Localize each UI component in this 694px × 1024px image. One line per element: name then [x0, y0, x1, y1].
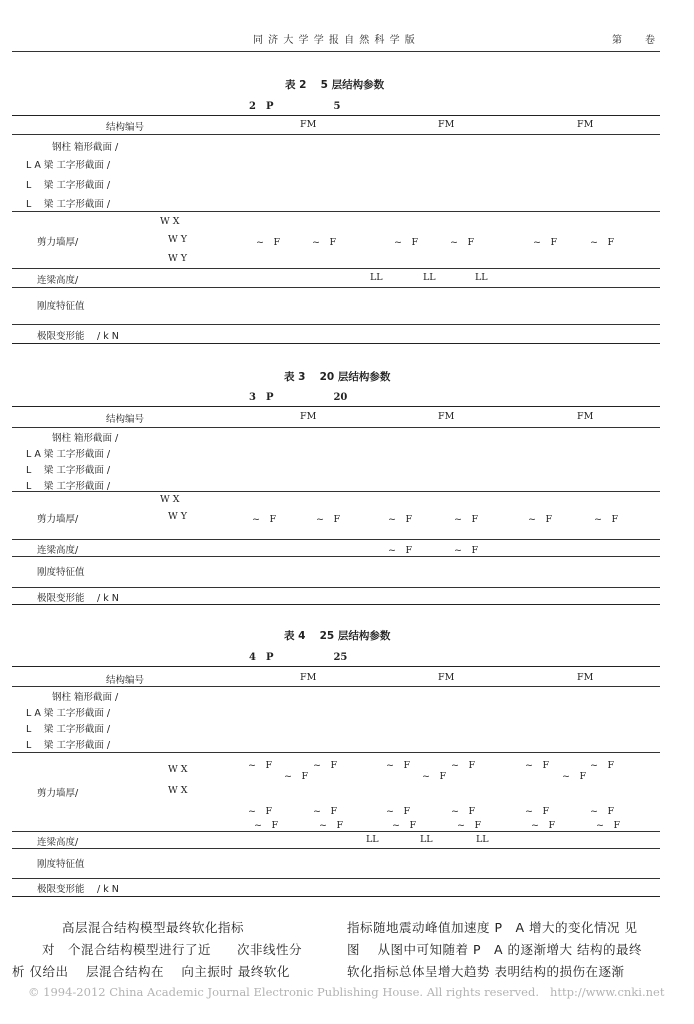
table-head-col: FM	[300, 672, 317, 683]
wall-axis-label: W Y	[168, 234, 188, 245]
wall-thickness-value: ~ F	[386, 760, 411, 771]
row-label: 刚度特征值	[37, 567, 85, 578]
wall-thickness-value: ~ F	[313, 760, 338, 771]
row-label: 刚度特征值	[37, 301, 85, 312]
wall-thickness-value: ~ F	[394, 237, 419, 248]
table-rule	[12, 287, 660, 288]
row-label: 连梁高度/	[37, 275, 79, 286]
row-label: 剪力墙厚/	[37, 788, 79, 799]
row-label: 剪力墙厚/	[37, 514, 79, 525]
wall-thickness-value: ~ F	[596, 820, 621, 831]
table-subcaption: 4 P 25	[249, 652, 348, 663]
wall-axis-label: W X	[168, 764, 188, 775]
table-head-col: FM	[577, 411, 594, 422]
row-label: L A 梁 工字形截面 /	[26, 160, 111, 171]
wall-axis-label: W X	[160, 494, 180, 505]
wall-thickness-value: ~ F	[256, 237, 281, 248]
link-beam-value: ~ F	[454, 545, 479, 556]
table-head-col: FM	[300, 411, 317, 422]
journal-header: 同 济 大 学 学 报 自 然 科 学 版	[253, 35, 416, 46]
table-bottom-rule	[12, 604, 660, 605]
table-bottom-rule	[12, 343, 660, 344]
wall-thickness-value: ~ F	[525, 806, 550, 817]
table-head-col: FM	[438, 411, 455, 422]
row-label: L A 梁 工字形截面 /	[26, 449, 111, 460]
row-label: L 梁 工字形截面 /	[26, 465, 111, 476]
wall-thickness-value: ~ F	[388, 514, 413, 525]
volume-label: 第 卷	[612, 35, 656, 46]
table-rule	[12, 686, 660, 687]
wall-thickness-value: ~ F	[590, 806, 615, 817]
table-head-label: 结构编号	[106, 122, 145, 133]
cnki-url[interactable]: http://www.cnki.net	[550, 985, 665, 999]
wall-axis-label: W X	[160, 216, 180, 227]
table-rule	[12, 427, 660, 428]
paragraph-line: 高层混合结构模型最终软化指标	[62, 920, 245, 935]
paragraph-line: 指标随地震动峰值加速度 P A 增大的变化情况 见	[347, 920, 638, 935]
wall-axis-label: W Y	[168, 511, 188, 522]
table-caption: 表 4 25 层结构参数	[284, 630, 391, 642]
table-head-label: 结构编号	[106, 675, 145, 686]
header-rule	[12, 51, 660, 52]
wall-thickness-value: ~ F	[457, 820, 482, 831]
table-caption: 表 3 20 层结构参数	[284, 371, 391, 383]
row-label: 极限变形能 / k N	[37, 331, 119, 342]
table-top-rule	[12, 406, 660, 407]
row-label: L 梁 工字形截面 /	[26, 481, 111, 492]
row-label: L 梁 工字形截面 /	[26, 724, 111, 735]
table-head-col: FM	[438, 119, 455, 130]
table-rule	[12, 268, 660, 269]
row-label: 钢柱 箱形截面 /	[52, 692, 119, 703]
wall-thickness-value: ~ F	[248, 760, 273, 771]
wall-thickness-value: ~ F	[319, 820, 344, 831]
row-label: 连梁高度/	[37, 837, 79, 848]
table-rule	[12, 878, 660, 879]
link-beam-value: LL	[370, 272, 383, 283]
wall-thickness-value: ~ F	[562, 771, 587, 782]
table-rule	[12, 848, 660, 849]
row-label: L A 梁 工字形截面 /	[26, 708, 111, 719]
wall-thickness-value: ~ F	[284, 771, 309, 782]
wall-thickness-value: ~ F	[590, 237, 615, 248]
wall-thickness-value: ~ F	[392, 820, 417, 831]
wall-thickness-value: ~ F	[525, 760, 550, 771]
row-label: 连梁高度/	[37, 545, 79, 556]
table-top-rule	[12, 666, 660, 667]
row-label: L 梁 工字形截面 /	[26, 740, 111, 751]
wall-axis-label: W X	[168, 785, 188, 796]
table-subcaption: 3 P 20	[249, 392, 348, 403]
wall-thickness-value: ~ F	[312, 237, 337, 248]
row-label: 剪力墙厚/	[37, 237, 79, 248]
table-rule	[12, 752, 660, 753]
wall-thickness-value: ~ F	[533, 237, 558, 248]
link-beam-value: LL	[423, 272, 436, 283]
table-rule	[12, 556, 660, 557]
wall-thickness-value: ~ F	[422, 771, 447, 782]
wall-axis-label: W Y	[168, 253, 188, 264]
table-rule	[12, 831, 660, 832]
table-head-col: FM	[300, 119, 317, 130]
link-beam-value: ~ F	[388, 545, 413, 556]
link-beam-value: LL	[420, 834, 433, 845]
row-label: 钢柱 箱形截面 /	[52, 433, 119, 444]
wall-thickness-value: ~ F	[248, 806, 273, 817]
table-rule	[12, 134, 660, 135]
wall-thickness-value: ~ F	[450, 237, 475, 248]
link-beam-value: LL	[476, 834, 489, 845]
row-label: 极限变形能 / k N	[37, 884, 119, 895]
table-head-label: 结构编号	[106, 414, 145, 425]
link-beam-value: LL	[475, 272, 488, 283]
wall-thickness-value: ~ F	[386, 806, 411, 817]
wall-thickness-value: ~ F	[313, 806, 338, 817]
row-label: 钢柱 箱形截面 /	[52, 142, 119, 153]
table-subcaption: 2 P 5	[249, 101, 341, 112]
wall-thickness-value: ~ F	[454, 514, 479, 525]
wall-thickness-value: ~ F	[594, 514, 619, 525]
table-head-col: FM	[577, 119, 594, 130]
wall-thickness-value: ~ F	[590, 760, 615, 771]
wall-thickness-value: ~ F	[451, 760, 476, 771]
paragraph-line: 软化指标总体呈增大趋势 表明结构的损伤在逐渐	[347, 964, 625, 979]
paragraph-line: 图 从图中可知随着 P A 的逐渐增大 结构的最终	[347, 942, 642, 957]
wall-thickness-value: ~ F	[531, 820, 556, 831]
table-rule	[12, 491, 660, 492]
wall-thickness-value: ~ F	[451, 806, 476, 817]
table-rule	[12, 587, 660, 588]
paragraph-line: 析 仅给出 层混合结构在 向主振时 最终软化	[12, 964, 290, 979]
table-rule	[12, 324, 660, 325]
row-label: 刚度特征值	[37, 859, 85, 870]
wall-thickness-value: ~ F	[254, 820, 279, 831]
table-caption: 表 2 5 层结构参数	[285, 79, 385, 91]
wall-thickness-value: ~ F	[316, 514, 341, 525]
copyright-footer: © 1994-2012 China Academic Journal Electronic Publishing House. All rights reserved.	[28, 985, 539, 999]
row-label: L 梁 工字形截面 /	[26, 199, 111, 210]
table-rule	[12, 539, 660, 540]
table-rule	[12, 211, 660, 212]
paragraph-line: 对 个混合结构模型进行了近 次非线性分	[42, 942, 303, 957]
link-beam-value: LL	[366, 834, 379, 845]
row-label: L 梁 工字形截面 /	[26, 180, 111, 191]
table-head-col: FM	[577, 672, 594, 683]
table-bottom-rule	[12, 896, 660, 897]
table-top-rule	[12, 115, 660, 116]
wall-thickness-value: ~ F	[528, 514, 553, 525]
table-head-col: FM	[438, 672, 455, 683]
wall-thickness-value: ~ F	[252, 514, 277, 525]
row-label: 极限变形能 / k N	[37, 593, 119, 604]
